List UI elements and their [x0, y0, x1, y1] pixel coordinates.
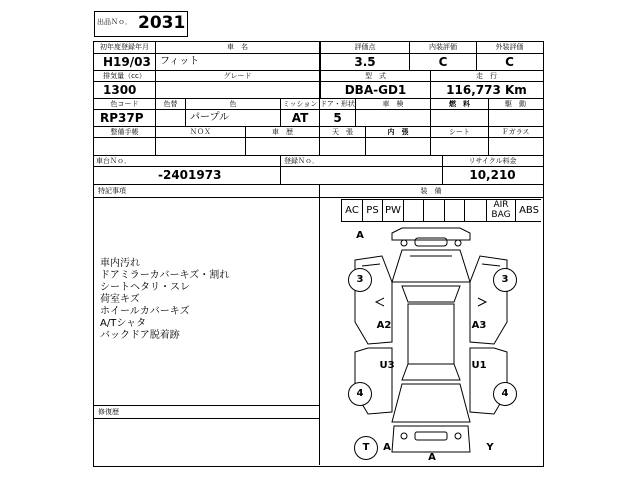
doors-value: 5 [333, 111, 342, 125]
glass-label: Ｆガラス [501, 128, 530, 136]
first-reg-value: H19/03 [103, 55, 151, 69]
mileage-label: 走 行 [476, 72, 497, 80]
remark-line: ドアミラーカバーキズ・割れ [100, 270, 230, 281]
right-u1-mark: U1 [471, 360, 487, 371]
sunroof-label: 天 張 [332, 128, 353, 136]
remark-line: A/Tシャタ [100, 318, 147, 329]
recycle-label: リサイクル料金 [468, 157, 517, 165]
remark-line: 車内汚れ [100, 258, 140, 269]
color-change-label: 色替 [163, 100, 178, 108]
interior-lining-label: 内 張 [387, 128, 409, 136]
chassis-value: -2401973 [158, 168, 222, 182]
remarks-list [100, 258, 229, 342]
color-code-value: RP37P [100, 111, 144, 125]
right-a3-mark: A3 [471, 320, 487, 331]
mission-value: AT [291, 111, 309, 125]
displacement-value: 1300 [103, 83, 137, 97]
interior-score-label: 内装評価 [429, 43, 457, 51]
special-notes-label: 特記事項 [98, 187, 126, 195]
remark-line: ホイールカバーキズ [100, 306, 190, 317]
lot-label: 出品Ｎｏ． [97, 18, 132, 26]
fuel-label: 燃 料 [449, 100, 470, 108]
rear-y-mark: Y [486, 442, 494, 453]
chassis-label: 車台Ｎｏ． [96, 157, 131, 165]
remark-line: シートヘタリ・スレ [100, 282, 190, 293]
equip-ps: PS [366, 205, 379, 216]
remark-line: 荷室キズ [100, 294, 140, 305]
model-label: 型 式 [365, 72, 386, 80]
repair-history-label: 修復歴 [98, 408, 119, 416]
color-code-label: 色コード [110, 100, 139, 108]
rear-a-mark: A [428, 452, 436, 463]
equipment-label: 装 備 [420, 187, 442, 195]
model-value: DBA-GD1 [344, 83, 407, 97]
left-u3-mark: U3 [379, 360, 395, 371]
registration-label: 登録Ｎｏ． [284, 157, 319, 165]
equip-abs: ABS [519, 205, 539, 216]
t-circle: T [354, 436, 378, 460]
equip-pw: PW [385, 205, 401, 216]
score-label: 評価点 [354, 43, 376, 51]
left-rear-wheel-circle: 4 [348, 382, 372, 406]
manual-label: 整備手帳 [110, 128, 139, 136]
exterior-score-label: 外装評価 [495, 43, 524, 51]
displacement-label: 排気量（cc） [103, 72, 146, 80]
mission-label: ミッション [282, 100, 318, 108]
car-damage-diagram [320, 222, 542, 465]
lot-number: 2031 [138, 13, 186, 33]
car-name-label: 車 名 [227, 43, 248, 51]
seat-label: シート [449, 128, 470, 136]
remark-line: バックドア脱着跡 [100, 330, 180, 341]
grade-label: グレード [223, 72, 252, 80]
rear-left-a-mark: A [383, 442, 391, 453]
color-label: 色 [229, 100, 237, 108]
nox-label: ＮＯＸ [190, 128, 211, 136]
left-front-wheel-circle: 3 [348, 268, 372, 292]
diagram-front-mark: A [356, 230, 364, 241]
right-rear-wheel-circle: 4 [493, 382, 517, 406]
color-value: パープル [190, 112, 230, 123]
drive-label: 駆 動 [505, 100, 526, 108]
equip-ac: AC [345, 205, 359, 216]
history-label: 車 歴 [272, 128, 293, 136]
recycle-value: 10,210 [469, 168, 516, 182]
mileage-value: 116,773 Km [446, 83, 527, 97]
car-name-value: フィット [160, 56, 200, 67]
inspection-label: 車 検 [382, 100, 404, 108]
score-value: 3.5 [354, 55, 376, 69]
left-a2-mark: A2 [376, 320, 392, 331]
equip-airbag: AIR BAG [491, 200, 511, 220]
interior-score-value: C [438, 55, 448, 69]
exterior-score-value: C [505, 55, 514, 69]
first-reg-label: 初年度登録年月 [100, 43, 149, 51]
doors-label: ドア・形状 [320, 100, 355, 108]
right-front-wheel-circle: 3 [493, 268, 517, 292]
